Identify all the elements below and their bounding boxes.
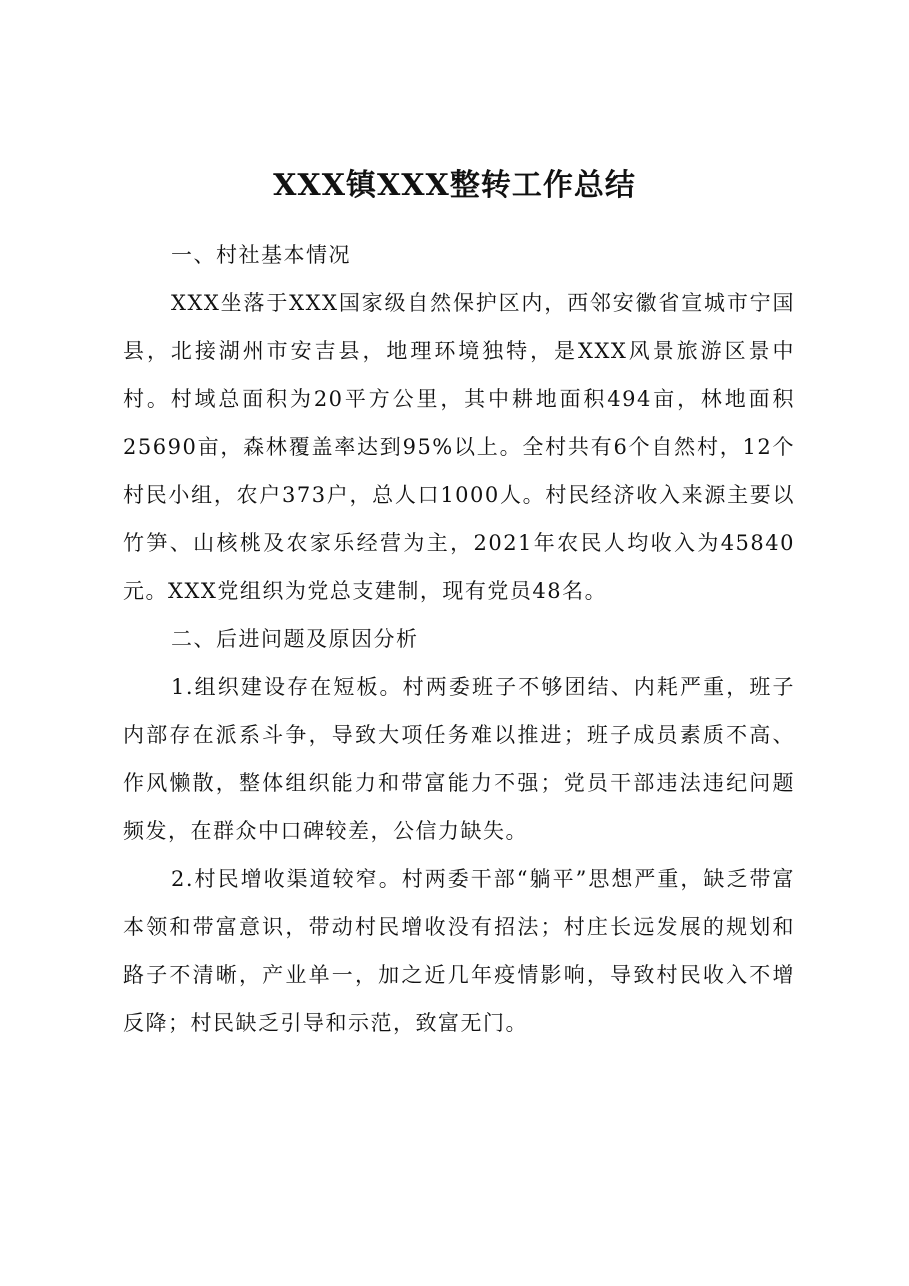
section-2-item-1: 1.组织建设存在短板。村两委班子不够团结、内耗严重，班子内部存在派系斗争，导致大项任务难以推进；班子成员素质不高、作风懒散，整体组织能力和带富能力不强；党员干部违法违纪问题频发，在群众中口碑较差，公信力缺失。 <box>123 675 795 843</box>
document-title: XXX镇XXX整转工作总结 <box>273 168 636 203</box>
section-2-heading: 二、后进问题及原因分析 <box>171 627 419 651</box>
document-body <box>123 231 795 1047</box>
section-1-heading: 一、村社基本情况 <box>171 243 351 267</box>
section-2-item-2: 2.村民增收渠道较窄。村两委干部“躺平”思想严重，缺乏带富本领和带富意识，带动村民增收没有招法；村庄长远发展的规划和路子不清晰，产业单一，加之近几年疫情影响，导致村民收入不增反降；村民缺乏引导和示范，致富无门。 <box>123 867 795 1035</box>
section-1-paragraph: XXX坐落于XXX国家级自然保护区内，西邻安徽省宣城市宁国县，北接湖州市安吉县，地理环境独特，是XXX风景旅游区景中村。村域总面积为20平方公里，其中耕地面积494亩，林地面积25690亩，森林覆盖率达到95%以上。全村共有6个自然村，12个村民小组，农户373户，总人口1000人。村民经济收入来源主要以竹笋、山核桃及农家乐经营为主，2021年农民人均收入为45840元。XXX党组织为党总支建制，现有党员48名。 <box>123 291 795 603</box>
